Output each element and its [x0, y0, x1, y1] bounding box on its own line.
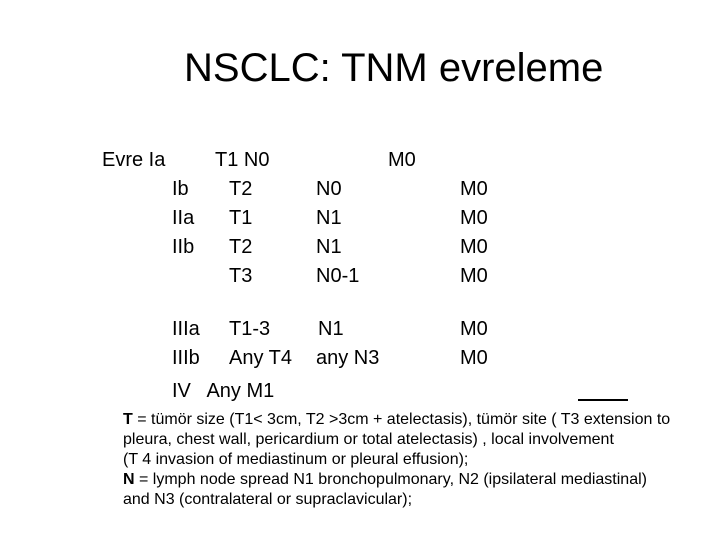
- m-value-ia: M0: [388, 149, 416, 171]
- footnote-t-symbol: T: [123, 411, 133, 428]
- n-value-ib: N0: [316, 178, 342, 200]
- t-value-iia: T1: [229, 207, 253, 229]
- footnotes: [123, 410, 678, 510]
- m-value-ib: M0: [460, 178, 488, 200]
- m-value-iiia: M0: [460, 318, 488, 340]
- divider-line: [578, 399, 628, 401]
- stage-label-iiia: IIIa: [172, 318, 200, 340]
- page-title: NSCLC: TNM evreleme: [184, 46, 604, 90]
- footnote-t-text: = tümör size (T1< 3cm, T2 >3cm + atelectasis), tümör site ( T3 extension to pleura, chest wall, pericardium or total atelectasis) , local involvement: [123, 411, 671, 448]
- footnote-t4-text: (T 4 invasion of mediastinum or pleural effusion);: [123, 451, 469, 468]
- footnote-n-text: = lymph node spread N1 bronchopulmonary, N2 (ipsilateral mediastinal) and N3 (contralateral or supraclavicular);: [123, 471, 647, 508]
- stage-label-ia: Evre Ia: [102, 149, 166, 171]
- t-value-iiia: T1-3: [229, 318, 271, 340]
- footnote-t4: [123, 450, 678, 470]
- t-value-iib-2: T3: [229, 265, 253, 287]
- stage-label-iia: IIa: [172, 207, 195, 229]
- t-value-ia: T1 N0: [215, 149, 270, 171]
- n-value-iiib: any N3: [316, 347, 380, 369]
- stage-label-iiib: IIIb: [172, 347, 200, 369]
- m-value-iib-2: M0: [460, 265, 488, 287]
- t-value-ib: T2: [229, 178, 253, 200]
- stage-label-iib: IIb: [172, 236, 195, 258]
- n-value-iia: N1: [316, 207, 342, 229]
- m-value-iia: M0: [460, 207, 488, 229]
- footnote-n-symbol: N: [123, 471, 135, 488]
- m-value-iiib: M0: [460, 347, 488, 369]
- n-value-iib-2: N0-1: [316, 265, 360, 287]
- footnote-n: [123, 470, 678, 510]
- m-value-iib: M0: [460, 236, 488, 258]
- stage-label-iv: IV Any M1: [172, 380, 275, 402]
- stage-label-ib: Ib: [172, 178, 189, 200]
- footnote-t: [123, 410, 678, 450]
- n-value-iib: N1: [316, 236, 342, 258]
- t-value-iiib: Any T4: [229, 347, 292, 369]
- n-value-iiia: N1: [318, 318, 344, 340]
- t-value-iib: T2: [229, 236, 253, 258]
